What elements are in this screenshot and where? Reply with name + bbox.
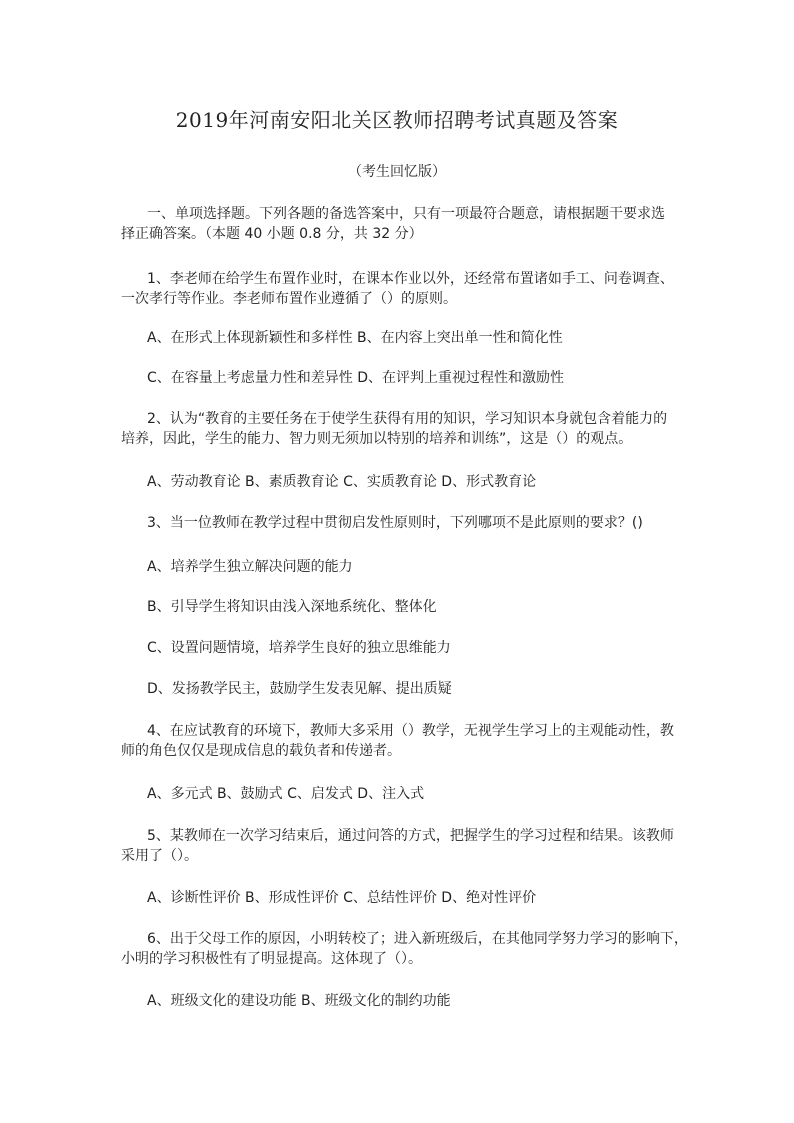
paragraph-line: 5、某教师在一次学习结束后，通过问答的方式，把握学生的学习过程和结果。该教师	[147, 828, 674, 844]
paragraph-line: A、培养学生独立解决问题的能力	[147, 559, 353, 575]
paragraph	[121, 721, 701, 761]
paragraph-line: 6、出于父母工作的原因，小明转校了；进入新班级后，在其他同学努力学习的影响下，	[147, 931, 688, 947]
paragraph	[121, 513, 701, 533]
paragraph-line: D、发扬教学民主，鼓励学生发表见解、提出质疑	[147, 681, 452, 697]
paragraph-line: A、劳动教育论 B、素质教育论 C、实质教育论 D、形式教育论	[147, 474, 537, 490]
paragraph-line: 1、李老师在给学生布置作业时，在课本作业以外，还经常布置诸如手工、问卷调查、	[147, 271, 674, 287]
paragraph	[121, 557, 701, 577]
paragraph	[121, 826, 701, 866]
paragraph-line: 采用了（）。	[121, 848, 198, 864]
paragraph	[121, 888, 701, 908]
paragraph-line: 小明的学习积极性有了明显提高。这体现了（）。	[121, 951, 422, 967]
document-title: 2019年河南安阳北关区教师招聘考试真题及答案	[175, 108, 619, 132]
paragraph-line: B、引导学生将知识由浅入深地系统化、整体化	[147, 599, 437, 615]
paragraph	[121, 991, 701, 1011]
paragraph-line: A、诊断性评价 B、形成性评价 C、总结性评价 D、绝对性评价	[147, 890, 537, 906]
paragraph	[121, 784, 701, 804]
document-subtitle: （考生回忆版）	[348, 164, 446, 180]
paragraph	[121, 269, 701, 309]
paragraph-line: A、班级文化的建设功能 B、班级文化的制约功能	[147, 993, 451, 1009]
paragraph	[121, 679, 701, 699]
paragraph	[121, 204, 701, 244]
paragraph-line: 择正确答案。（本题 40 小题 0.8 分，共 32 分）	[121, 226, 423, 242]
paragraph-line: 4、在应试教育的环境下，教师大多采用（）教学，无视学生学习上的主观能动性，教	[147, 723, 674, 739]
paragraph-line: A、在形式上体现新颖性和多样性 B、在内容上突出单一性和简化性	[147, 330, 563, 346]
paragraph	[121, 472, 701, 492]
paragraph	[121, 409, 701, 449]
paragraph-line: C、设置问题情境，培养学生良好的独立思维能力	[147, 640, 451, 656]
paragraph	[121, 597, 701, 617]
paragraph	[121, 328, 701, 348]
paragraph-line: A、多元式 B、鼓励式 C、启发式 D、注入式	[147, 786, 425, 802]
paragraph-line: 一、单项选择题。下列各题的备选答案中，只有一项最符合题意，请根据题干要求选	[147, 206, 665, 222]
paragraph-line: 培养，因此，学生的能力、智力则无须加以特别的培养和训练”，这是（）的观点。	[121, 431, 633, 447]
paragraph-line: C、在容量上考虑量力性和差异性 D、在评判上重视过程性和激励性	[147, 370, 565, 386]
paragraph	[121, 368, 701, 388]
paragraph-line: 2、认为“教育的主要任务在于使学生获得有用的知识，学习知识本身就包含着能力的	[147, 411, 668, 427]
paragraph-line: 一次孝行等作业。李老师布置作业遵循了（）的原则。	[121, 291, 457, 307]
paragraph	[121, 929, 701, 969]
paragraph	[121, 638, 701, 658]
paragraph-line: 师的角色仅仅是现成信息的载负者和传递者。	[121, 743, 401, 759]
paragraph-line: 3、当一位教师在教学过程中贯彻启发性原则时，下列哪项不是此原则的要求？()	[147, 515, 643, 531]
